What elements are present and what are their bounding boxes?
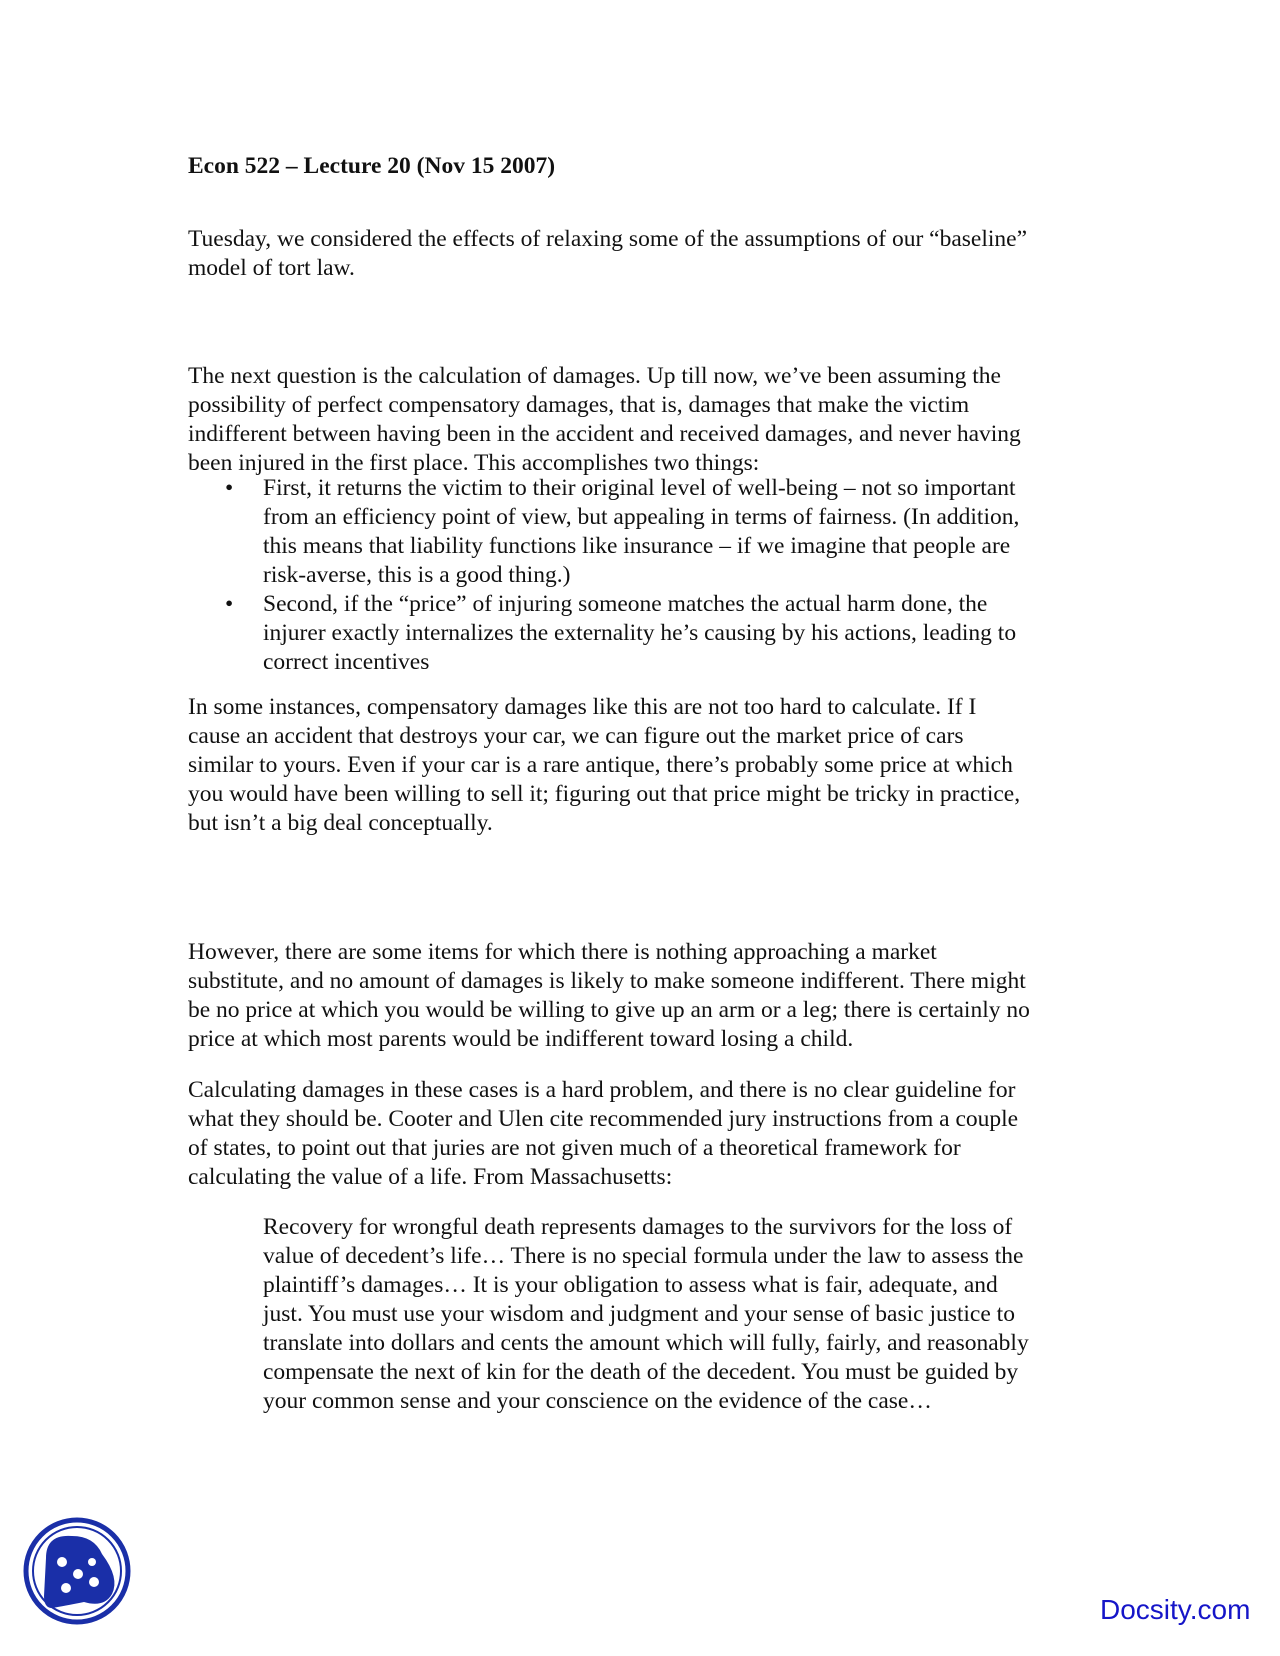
text-line: Calculating damages in these cases is a hard problem, and there is no clear guideline for — [188, 1077, 1016, 1103]
text-line: risk-averse, this is a good thing.) — [263, 562, 571, 588]
text-line: cause an accident that destroys your car, we can figure out the market price of cars — [188, 723, 964, 749]
text-line: similar to yours. Even if your car is a rare antique, there’s probably some price at which — [188, 752, 1013, 778]
docsity-logo-icon[interactable] — [22, 1516, 132, 1626]
calculating-damages-paragraph — [188, 1076, 1088, 1192]
text-line: your common sense and your conscience on the evidence of the case… — [263, 1388, 932, 1414]
text-line: The next question is the calculation of damages. Up till now, we’ve been assuming the — [188, 363, 1001, 389]
text-line: been injured in the first place. This accomplishes two things: — [188, 450, 760, 476]
bullet-marker: • — [225, 591, 234, 617]
text-line: price at which most parents would be indifferent toward losing a child. — [188, 1026, 854, 1052]
text-line: from an efficiency point of view, but appealing in terms of fairness. (In addition, — [263, 504, 1020, 530]
text-line: indifferent between having been in the accident and received damages, and never having — [188, 421, 1021, 447]
text-line: this means that liability functions like insurance – if we imagine that people are — [263, 533, 1011, 559]
page-title: Econ 522 – Lecture 20 (Nov 15 2007) — [188, 153, 556, 179]
damages-paragraph — [188, 362, 1088, 478]
text-line: possibility of perfect compensatory damages, that is, damages that make the victim — [188, 392, 970, 418]
text-line: plaintiff’s damages… It is your obligation to assess what is fair, adequate, and — [263, 1272, 998, 1298]
text-line: translate into dollars and cents the amount which will fully, fairly, and reasonably — [263, 1330, 1029, 1356]
market-substitute-paragraph — [188, 938, 1088, 1054]
compensatory-paragraph — [188, 693, 1088, 838]
text-line: be no price at which you would be willing to give up an arm or a leg; there is certainly no — [188, 997, 1030, 1023]
list-item — [188, 590, 1088, 677]
text-line: substitute, and no amount of damages is likely to make someone indifferent. There might — [188, 968, 1026, 994]
text-line: you would have been willing to sell it; figuring out that price might be tricky in practice, — [188, 781, 1021, 807]
bullet-marker: • — [225, 475, 234, 501]
text-line: just. You must use your wisdom and judgment and your sense of basic justice to — [263, 1301, 1015, 1327]
docsity-brand-link[interactable]: Docsity.com — [1100, 1594, 1251, 1625]
text-line: what they should be. Cooter and Ulen cite recommended jury instructions from a couple — [188, 1106, 1019, 1132]
text-line: First, it returns the victim to their original level of well-being – not so important — [263, 475, 1016, 501]
text-line: Recovery for wrongful death represents damages to the survivors for the loss of — [263, 1214, 1013, 1240]
bullet-list — [188, 474, 1088, 677]
text-line: Tuesday, we considered the effects of relaxing some of the assumptions of our “baseline” — [188, 226, 1028, 252]
text-line: In some instances, compensatory damages like this are not too hard to calculate. If I — [188, 694, 977, 720]
block-quote — [263, 1213, 1103, 1416]
text-line: model of tort law. — [188, 255, 355, 281]
text-line: compensate the next of kin for the death of the decedent. You must be guided by — [263, 1359, 1019, 1385]
list-item — [188, 474, 1088, 590]
text-line: injurer exactly internalizes the externality he’s causing by his actions, leading to — [263, 620, 1017, 646]
text-line: but isn’t a big deal conceptually. — [188, 810, 493, 836]
text-line: value of decedent’s life… There is no special formula under the law to assess the — [263, 1243, 1024, 1269]
text-line: of states, to point out that juries are not given much of a theoretical framework for — [188, 1135, 961, 1161]
text-line: However, there are some items for which there is nothing approaching a market — [188, 939, 937, 965]
intro-paragraph — [188, 225, 1088, 283]
text-line: Second, if the “price” of injuring someone matches the actual harm done, the — [263, 591, 988, 617]
text-line: correct incentives — [263, 649, 430, 675]
text-line: calculating the value of a life. From Massachusetts: — [188, 1164, 673, 1190]
